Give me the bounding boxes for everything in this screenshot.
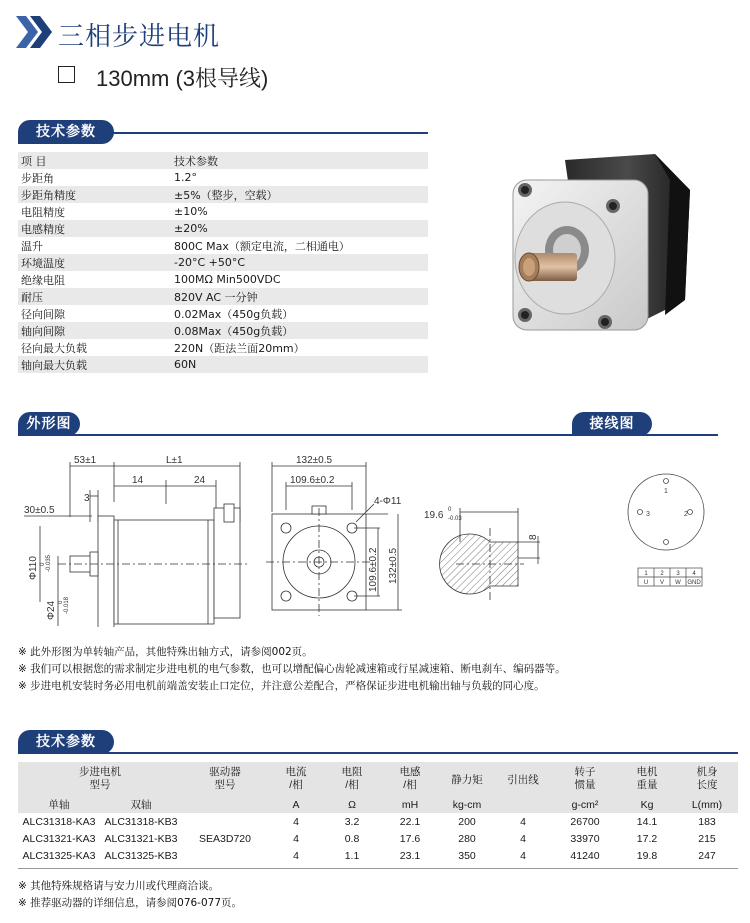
spec-row xyxy=(18,339,428,356)
col-resistance: 电阻 /相 xyxy=(324,762,380,796)
spec-row xyxy=(18,254,428,271)
section-tab-table: 技术参数 xyxy=(18,730,114,754)
spec-key: 步距角 xyxy=(18,169,171,186)
side-view-drawing xyxy=(18,452,258,627)
dim-110-tol-top: 0 xyxy=(40,562,46,566)
spec-row xyxy=(18,152,428,169)
svg-text:W: W xyxy=(675,580,681,586)
col-weight: 电机 重量 xyxy=(618,762,676,796)
spec-row xyxy=(18,186,428,203)
pin-label: 3 xyxy=(646,511,650,518)
wiring-diagram xyxy=(620,466,720,591)
table-bottom-rule xyxy=(18,868,738,869)
spec-value: 220N（距法兰面20mm） xyxy=(171,339,428,356)
spec-row xyxy=(18,271,428,288)
spec-row xyxy=(18,305,428,322)
spec-value: 60N xyxy=(171,356,428,373)
spec-key: 轴向最大负载 xyxy=(18,356,171,373)
table-row: ALC31318-KA3 ALC31318-KB3 SEA3D720 4 3.2 22.1 200 4 26700 14.1 183 xyxy=(18,813,738,830)
spec-key: 温升 xyxy=(18,237,171,254)
col-inductance: 电感 /相 xyxy=(380,762,440,796)
spec-key: 步距角精度 xyxy=(18,186,171,203)
spec-key: 项 目 xyxy=(18,152,171,169)
svg-text:V: V xyxy=(659,580,665,586)
dim-110: Φ110 xyxy=(28,556,39,580)
note-line: ※ 步进电机安装时务必用电机前端盖安装止口定位，并注意公差配合，严格保证步进电机输出轴与负载的同心度。 xyxy=(18,680,545,692)
spec-key: 径向最大负载 xyxy=(18,339,171,356)
section-tab-spec: 技术参数 xyxy=(18,120,114,144)
note-line: ※ 此外形图为单转轴产品，其他特殊出轴方式，请参阅002页。 xyxy=(18,646,313,658)
spec-value: ±10% xyxy=(171,203,428,220)
dim-24-tol-top: 0 xyxy=(58,600,64,604)
spec-key: 电感精度 xyxy=(18,220,171,237)
section-divider xyxy=(18,752,738,754)
spec-value: ±20% xyxy=(171,220,428,237)
dim-24-tol-bot: -0.018 xyxy=(64,596,70,614)
dim-14: 14 xyxy=(132,475,144,486)
col-motor-model: 步进电机 型号 xyxy=(18,762,182,796)
spec-value: 820V AC 一分钟 xyxy=(171,288,428,305)
spec-row xyxy=(18,237,428,254)
dim-30: 30±0.5 xyxy=(24,505,55,516)
spec-key: 电阻精度 xyxy=(18,203,171,220)
double-chevron-icon xyxy=(14,14,54,50)
spec-row xyxy=(18,356,428,373)
model-table: 步进电机 型号 驱动器 型号 电流 /相 电阻 /相 电感 /相 静力矩 引出线 转子 惯量 电机 重量 机身 长度 单轴 双轴 A Ω mH kg-cm g-cm² Kg L(mm) ALC31318-KA3 ALC31318-KB3 SEA3D720 4 3.2 22.1 200 4 26700 14.1 183 ALC31321-KA3 ALC31321-KB3 4 0.8 17.6 280 4 33970 17.2 215 ALC31325-KA3 ALC31325-KB3 4 1.1 23.1 350 4 41240 19.8 247 xyxy=(18,762,738,864)
motor-photo xyxy=(505,150,705,340)
svg-text:1: 1 xyxy=(644,571,648,577)
dim-24-shaft: Φ24 xyxy=(46,600,57,620)
page-subtitle: 130mm (3根导线) xyxy=(96,66,269,91)
spec-key: 径向间隙 xyxy=(18,305,171,322)
table-row: ALC31325-KA3 ALC31325-KB3 4 1.1 23.1 350 4 41240 19.8 247 xyxy=(22,849,716,862)
spec-row xyxy=(18,288,428,305)
col-torque: 静力矩 xyxy=(440,762,494,796)
dim-L: L±1 xyxy=(166,455,183,466)
svg-text:GND: GND xyxy=(687,580,701,586)
col-leads: 引出线 xyxy=(494,762,552,796)
page-title: 三相步进电机 xyxy=(58,22,221,52)
dim-1096-v: 109.6±0.2 xyxy=(368,547,379,592)
checkbox-icon xyxy=(58,66,75,83)
dim-196-tol-bot: -0.03 xyxy=(448,516,462,522)
dim-132: 132±0.5 xyxy=(296,455,333,466)
dim-3: 3 xyxy=(84,493,90,504)
dim-53: 53±1 xyxy=(74,455,97,466)
dim-196: 19.6 xyxy=(424,510,444,521)
svg-text:3: 3 xyxy=(676,571,680,577)
spec-value: 100MΩ Min500VDC xyxy=(171,271,428,288)
notes-table xyxy=(18,878,738,912)
col-current: 电流 /相 xyxy=(268,762,324,796)
svg-text:2: 2 xyxy=(660,571,664,577)
note-line: ※ 我们可以根据您的需求制定步进电机的电气参数，也可以增配偏心齿轮减速箱或行星减速箱、断电刹车、编码器等。 xyxy=(18,663,566,675)
spec-key: 耐压 xyxy=(18,288,171,305)
dim-1096: 109.6±0.2 xyxy=(290,475,335,486)
spec-value: 0.08Max（450g负载） xyxy=(171,322,428,339)
table-row: ALC31321-KA3 ALC31321-KB3 4 0.8 17.6 280 4 33970 17.2 215 xyxy=(22,832,716,845)
spec-value: ±5%（整步，空载） xyxy=(171,186,428,203)
spec-key: 绝缘电阻 xyxy=(18,271,171,288)
svg-text:4: 4 xyxy=(692,571,696,577)
driver-cell: SEA3D720 xyxy=(199,832,251,845)
col-inertia: 转子 惯量 xyxy=(552,762,618,796)
spec-key: 环境温度 xyxy=(18,254,171,271)
spec-row xyxy=(18,322,428,339)
spec-key: 轴向间隙 xyxy=(18,322,171,339)
note-line: ※ 推荐驱动器的详细信息，请参阅076-077页。 xyxy=(18,897,243,909)
col-length: 机身 长度 xyxy=(676,762,738,796)
dim-24: 24 xyxy=(194,475,206,486)
spec-row xyxy=(18,169,428,186)
shaft-section-drawing xyxy=(420,498,540,608)
dim-196-tol-top: 0 xyxy=(448,507,452,513)
spec-value: 0.02Max（450g负载） xyxy=(171,305,428,322)
spec-row xyxy=(18,203,428,220)
pin-label: 2 xyxy=(684,511,688,518)
note-line: ※ 其他特殊规格请与安力川或代理商洽谈。 xyxy=(18,880,220,892)
col-driver-model: 驱动器 型号 xyxy=(182,762,268,796)
dim-holes: 4-Φ11 xyxy=(374,496,402,507)
dim-110-tol-bot: -0.035 xyxy=(46,554,52,572)
spec-table xyxy=(18,152,428,373)
spec-value: -20°C +50°C xyxy=(171,254,428,271)
notes-outline xyxy=(18,644,738,695)
section-tab-wiring: 接线图 xyxy=(572,412,652,436)
dim-8: 8 xyxy=(528,534,539,540)
dim-132-v: 132±0.5 xyxy=(388,547,399,584)
section-tab-outline: 外形图 xyxy=(18,412,80,436)
front-view-drawing xyxy=(262,452,412,627)
spec-value: 800C Max（额定电流，二相通电） xyxy=(171,237,428,254)
pin-label: 1 xyxy=(664,488,668,495)
spec-value: 技术参数 xyxy=(171,152,428,169)
svg-text:U: U xyxy=(643,580,649,586)
spec-value: 1.2° xyxy=(171,169,428,186)
spec-row xyxy=(18,220,428,237)
